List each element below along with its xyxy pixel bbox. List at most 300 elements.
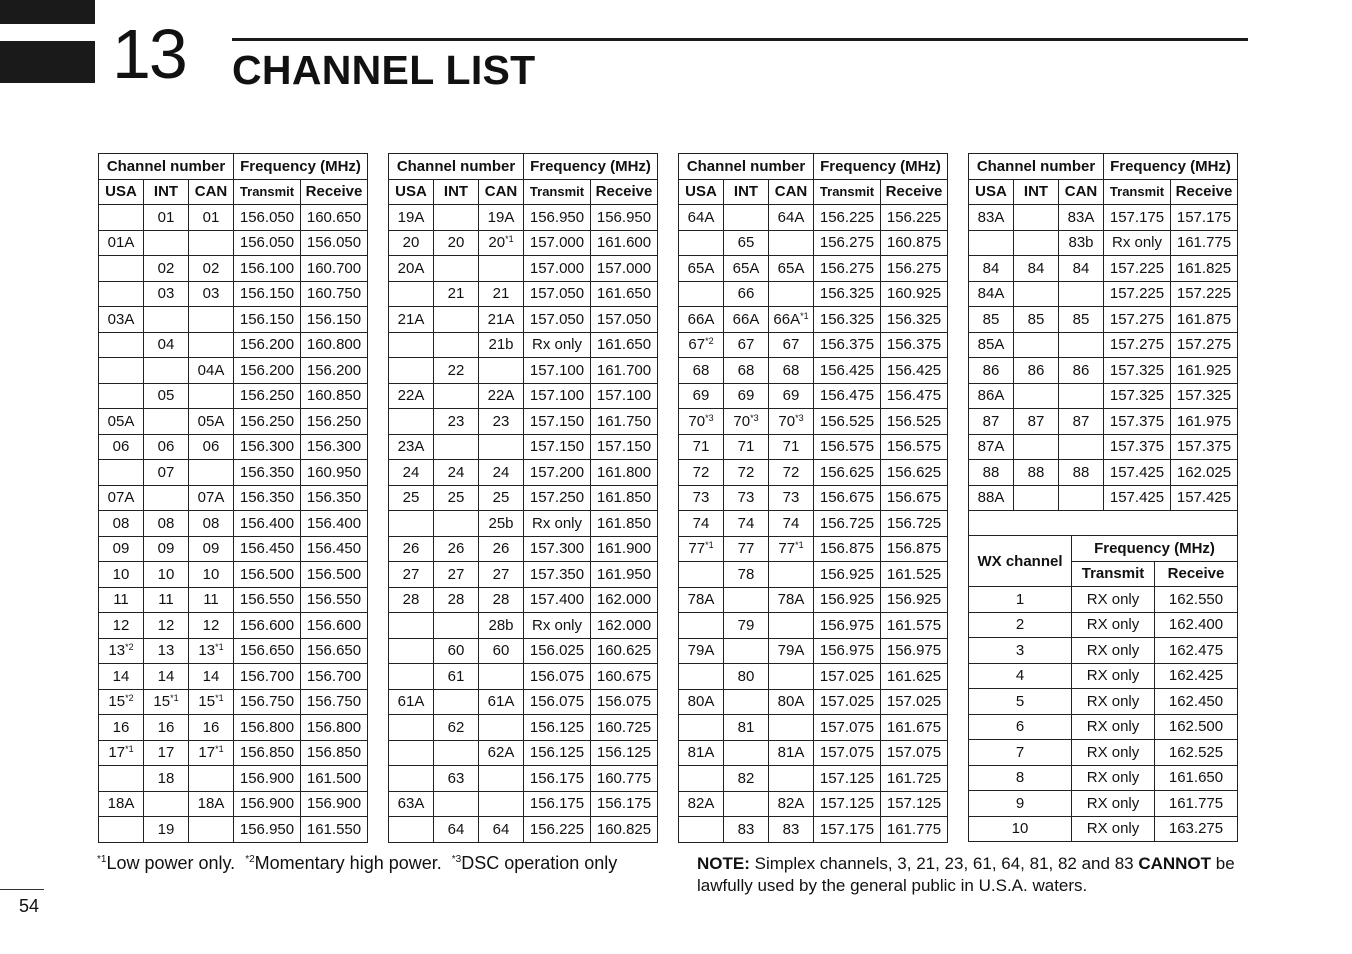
cell-value: 160.850 — [306, 387, 362, 405]
header-int: INT — [1014, 179, 1059, 205]
cell-value: 157.425 — [1109, 489, 1165, 507]
cell-can — [479, 536, 524, 562]
cell-value: 160.675 — [596, 667, 652, 685]
table-row — [389, 791, 658, 817]
header-usa: USA — [99, 179, 144, 205]
cell-value: 156.850 — [306, 744, 362, 762]
cell-value: 83A — [1067, 208, 1095, 226]
cell-usa — [389, 511, 434, 537]
cell-can — [189, 638, 234, 664]
table-row — [969, 689, 1238, 715]
cell-receive — [301, 332, 368, 358]
cell-transmit — [1104, 205, 1171, 231]
cell-value: 80 — [737, 667, 755, 685]
cell-value: 157.100 — [529, 387, 585, 405]
header-transmit: Transmit — [814, 179, 881, 205]
cell-int — [724, 332, 769, 358]
cell-receive — [881, 358, 948, 384]
cell-value: 14 — [157, 667, 175, 685]
cell-int — [1014, 485, 1059, 511]
cell-value: 82 — [737, 769, 755, 787]
cell-value: 156.250 — [239, 412, 295, 430]
cell-usa — [99, 281, 144, 307]
cell-usa — [679, 664, 724, 690]
table-row — [99, 511, 368, 537]
cell-transmit — [524, 434, 591, 460]
cell-value: 16 — [157, 718, 175, 736]
cell-transmit — [524, 587, 591, 613]
cell-value: 16 — [202, 718, 220, 736]
cell-transmit — [814, 689, 881, 715]
cell-receive — [301, 689, 368, 715]
footnote-ref: *1 — [215, 744, 224, 755]
table-row — [679, 791, 948, 817]
cell-usa — [679, 791, 724, 817]
table-row — [969, 230, 1238, 256]
footnote-marker-3: *3 — [451, 854, 462, 865]
cell-transmit — [814, 536, 881, 562]
cell-can — [189, 205, 234, 231]
cell-value: 27 — [447, 565, 465, 583]
table-row — [679, 460, 948, 486]
cell-value: 161.775 — [886, 820, 942, 838]
table-row — [389, 205, 658, 231]
note — [697, 853, 1257, 897]
cell-can — [769, 409, 814, 435]
cell-int — [144, 230, 189, 256]
cell-value: 07 — [157, 463, 175, 481]
cell-int — [724, 562, 769, 588]
cell-value: 68 — [692, 361, 710, 379]
cell-transmit — [234, 332, 301, 358]
cell-usa — [389, 230, 434, 256]
cell-usa — [969, 256, 1014, 282]
table-row — [99, 587, 368, 613]
cell-receive — [301, 281, 368, 307]
cell-value: 156.900 — [239, 769, 295, 787]
cell-value: 02 — [202, 259, 220, 277]
wx-cell-transmit: RX only — [1072, 765, 1155, 791]
table-row — [679, 766, 948, 792]
cell-value: 06 — [202, 438, 220, 456]
cell-value: 156.400 — [239, 514, 295, 532]
cell-value: 157.050 — [529, 285, 585, 303]
cell-usa — [389, 460, 434, 486]
cell-value: 60 — [447, 642, 465, 660]
cell-usa — [969, 434, 1014, 460]
cell-value: 63 — [447, 769, 465, 787]
cell-can — [189, 587, 234, 613]
cell-receive — [591, 434, 658, 460]
cell-transmit — [814, 613, 881, 639]
cell-transmit — [814, 409, 881, 435]
cell-can — [479, 358, 524, 384]
chapter-tab-marker — [0, 41, 95, 83]
cell-transmit — [524, 740, 591, 766]
cell-value: 156.275 — [886, 259, 942, 277]
wx-cell-receive: 161.650 — [1155, 765, 1238, 791]
cell-int — [434, 587, 479, 613]
cell-value: 156.050 — [239, 234, 295, 252]
cell-receive — [301, 715, 368, 741]
cell-value: 15 — [198, 693, 216, 711]
cell-receive — [591, 409, 658, 435]
cell-receive — [1171, 230, 1238, 256]
cell-transmit — [234, 740, 301, 766]
cell-value: 80A — [777, 693, 805, 711]
cell-receive — [301, 613, 368, 639]
cell-value: 71 — [692, 438, 710, 456]
cell-value: 156.550 — [306, 591, 362, 609]
cell-value: 82A — [687, 795, 715, 813]
cell-can — [189, 281, 234, 307]
cell-usa — [99, 740, 144, 766]
header-can: CAN — [1059, 179, 1104, 205]
wx-cell-transmit: RX only — [1072, 714, 1155, 740]
cell-value: 161.750 — [596, 412, 652, 430]
table-row — [969, 791, 1238, 817]
cell-receive — [881, 613, 948, 639]
cell-value: 161.600 — [596, 234, 652, 252]
cell-int — [434, 485, 479, 511]
cell-value: 156.675 — [886, 489, 942, 507]
cell-transmit — [234, 715, 301, 741]
cell-can — [479, 817, 524, 843]
cell-int — [724, 613, 769, 639]
cell-value: 156.225 — [529, 820, 585, 838]
cell-transmit — [1104, 409, 1171, 435]
table-row — [969, 663, 1238, 689]
cell-can — [189, 358, 234, 384]
cell-value: 86 — [1027, 361, 1045, 379]
cell-value: 78A — [777, 591, 805, 609]
cell-int — [434, 715, 479, 741]
cell-receive — [591, 307, 658, 333]
header-int: INT — [434, 179, 479, 205]
cell-can — [479, 562, 524, 588]
cell-value: 10 — [202, 565, 220, 583]
cell-value: 79 — [737, 616, 755, 634]
cell-value: 157.125 — [886, 795, 942, 813]
cell-value: 66A — [732, 310, 760, 328]
cell-value: Rx only — [1111, 234, 1163, 252]
cell-value: 17 — [198, 744, 216, 762]
cell-value: 161.700 — [596, 361, 652, 379]
cell-can — [479, 307, 524, 333]
cell-can — [479, 434, 524, 460]
cell-value: 156.350 — [306, 489, 362, 507]
cell-receive — [591, 791, 658, 817]
cell-value: 162.000 — [596, 616, 652, 634]
table-row — [969, 307, 1238, 333]
cell-value: 156.150 — [306, 310, 362, 328]
cell-usa — [389, 791, 434, 817]
cell-usa — [389, 256, 434, 282]
cell-value: 24 — [492, 463, 510, 481]
cell-transmit — [814, 230, 881, 256]
page-number-rule — [0, 889, 44, 890]
cell-transmit — [814, 766, 881, 792]
cell-value: 156.150 — [239, 285, 295, 303]
cell-can — [769, 613, 814, 639]
cell-receive — [1171, 281, 1238, 307]
wx-cell-channel: 4 — [969, 663, 1072, 689]
cell-usa — [389, 485, 434, 511]
cell-int — [144, 460, 189, 486]
wx-cell-transmit: RX only — [1072, 612, 1155, 638]
cell-value: 156.075 — [529, 667, 585, 685]
cell-receive — [591, 587, 658, 613]
cell-value: 69 — [692, 387, 710, 405]
table-row — [389, 460, 658, 486]
cell-value: 156.950 — [529, 208, 585, 226]
cell-value: 66A — [687, 310, 715, 328]
cell-transmit — [1104, 256, 1171, 282]
cell-value: 156.200 — [239, 336, 295, 354]
cell-value: 80A — [687, 693, 715, 711]
cell-value: 156.525 — [819, 412, 875, 430]
cell-int — [144, 256, 189, 282]
cell-value: 86A — [977, 387, 1005, 405]
cell-transmit — [524, 715, 591, 741]
cell-usa — [99, 587, 144, 613]
footnote-ref: *1 — [170, 693, 179, 704]
table-row — [389, 511, 658, 537]
cell-int — [724, 766, 769, 792]
cell-value: 162.000 — [596, 591, 652, 609]
cell-int — [724, 715, 769, 741]
cell-value: 83A — [977, 208, 1005, 226]
cell-int — [144, 511, 189, 537]
cell-can — [769, 562, 814, 588]
footnote-ref: *3 — [750, 412, 759, 423]
cell-value: 85 — [1072, 310, 1090, 328]
table-row — [389, 358, 658, 384]
cell-value: 74 — [692, 514, 710, 532]
cell-value: Rx only — [531, 616, 583, 634]
cell-value: 88A — [977, 489, 1005, 507]
table-row — [679, 562, 948, 588]
cell-can — [1059, 205, 1104, 231]
wx-cell-receive: 162.400 — [1155, 612, 1238, 638]
cell-int — [724, 638, 769, 664]
cell-receive — [881, 409, 948, 435]
cell-value: 13 — [108, 642, 126, 660]
cell-receive — [591, 205, 658, 231]
cell-usa — [679, 587, 724, 613]
cell-value: 78 — [737, 565, 755, 583]
cell-usa — [389, 817, 434, 843]
table-row — [389, 409, 658, 435]
cell-can — [769, 817, 814, 843]
cell-value: 18 — [157, 769, 175, 787]
cell-transmit — [1104, 358, 1171, 384]
table-row — [389, 715, 658, 741]
cell-value: 161.950 — [596, 565, 652, 583]
cell-usa — [389, 562, 434, 588]
cell-can — [1059, 281, 1104, 307]
cell-transmit — [524, 332, 591, 358]
table-row — [389, 562, 658, 588]
table-row — [969, 256, 1238, 282]
cell-receive — [1171, 434, 1238, 460]
cell-value: 72 — [737, 463, 755, 481]
cell-transmit — [814, 638, 881, 664]
cell-transmit — [234, 383, 301, 409]
wx-cell-channel: 3 — [969, 638, 1072, 664]
cell-value: 79A — [687, 642, 715, 660]
cell-value: 21b — [488, 336, 514, 354]
cell-value: 157.250 — [529, 489, 585, 507]
cell-value: 71 — [737, 438, 755, 456]
wx-cell-transmit: RX only — [1072, 740, 1155, 766]
cell-transmit — [234, 281, 301, 307]
cell-can — [769, 766, 814, 792]
cell-receive — [881, 638, 948, 664]
cell-usa — [679, 332, 724, 358]
cell-can — [189, 460, 234, 486]
table-row — [99, 383, 368, 409]
cell-can — [769, 307, 814, 333]
cell-value: 161.875 — [1176, 310, 1232, 328]
cell-receive — [881, 817, 948, 843]
cell-transmit — [814, 281, 881, 307]
cell-int — [144, 383, 189, 409]
cell-usa — [389, 587, 434, 613]
cell-can — [479, 460, 524, 486]
table-row — [679, 817, 948, 843]
cell-int — [434, 613, 479, 639]
cell-usa — [679, 383, 724, 409]
cell-receive — [1171, 332, 1238, 358]
cell-can — [189, 562, 234, 588]
cell-transmit — [234, 587, 301, 613]
cell-int — [724, 409, 769, 435]
wx-cell-receive: 163.275 — [1155, 816, 1238, 842]
cell-value: 157.300 — [529, 540, 585, 558]
cell-value: 156.325 — [819, 310, 875, 328]
footnote-ref: *1 — [215, 642, 224, 653]
cell-usa — [99, 791, 144, 817]
footnote-ref: *3 — [795, 412, 804, 423]
cell-value: 157.325 — [1109, 361, 1165, 379]
cell-value: 22A — [487, 387, 515, 405]
cell-value: 156.450 — [306, 540, 362, 558]
page-number: 54 — [19, 896, 40, 916]
cell-value: 81A — [777, 744, 805, 762]
cell-value: 157.400 — [529, 591, 585, 609]
cell-value: 22 — [447, 361, 465, 379]
cell-value: 86 — [1072, 361, 1090, 379]
cell-can — [189, 511, 234, 537]
wx-header-frequency: Frequency (MHz) — [1072, 536, 1238, 562]
cell-receive — [881, 791, 948, 817]
cell-receive — [881, 664, 948, 690]
cell-usa — [679, 256, 724, 282]
cell-value: 156.625 — [886, 463, 942, 481]
cell-value: 14 — [112, 667, 130, 685]
footnote-ref: *1 — [505, 234, 514, 245]
cell-usa — [389, 434, 434, 460]
footnote-marker-2: *2 — [245, 854, 255, 865]
cell-receive — [1171, 205, 1238, 231]
cell-usa — [99, 383, 144, 409]
title-rule — [232, 38, 1248, 41]
cell-value: 70 — [688, 412, 706, 430]
cell-value: 157.050 — [529, 310, 585, 328]
cell-receive — [591, 281, 658, 307]
cell-int — [144, 562, 189, 588]
cell-value: 83 — [782, 820, 800, 838]
cell-usa — [679, 434, 724, 460]
cell-can — [479, 256, 524, 282]
table-row — [969, 205, 1238, 231]
cell-usa — [679, 460, 724, 486]
cell-usa — [99, 562, 144, 588]
cell-can — [189, 536, 234, 562]
cell-value: 156.900 — [239, 795, 295, 813]
cell-usa — [99, 230, 144, 256]
cell-int — [144, 205, 189, 231]
table-row — [679, 613, 948, 639]
cell-usa — [679, 230, 724, 256]
cell-value: 74 — [782, 514, 800, 532]
cell-int — [144, 638, 189, 664]
cell-int — [724, 281, 769, 307]
cell-value: 65 — [737, 234, 755, 252]
table-row — [679, 740, 948, 766]
cell-value: 27 — [402, 565, 420, 583]
cell-value: 156.075 — [529, 693, 585, 711]
cell-value: 77 — [778, 540, 796, 558]
wx-cell-channel: 7 — [969, 740, 1072, 766]
cell-receive — [301, 256, 368, 282]
cell-value: 157.150 — [529, 412, 585, 430]
cell-value: 156.650 — [306, 642, 362, 660]
cell-value: 156.350 — [239, 489, 295, 507]
cell-int — [434, 358, 479, 384]
cell-receive — [1171, 460, 1238, 486]
cell-value: 156.175 — [596, 795, 652, 813]
cell-value: 60 — [492, 642, 510, 660]
cell-int — [724, 587, 769, 613]
cell-usa — [679, 205, 724, 231]
cell-value: 28 — [402, 591, 420, 609]
cell-usa — [969, 358, 1014, 384]
cell-value: 07A — [107, 489, 135, 507]
cell-receive — [881, 256, 948, 282]
cell-can — [479, 715, 524, 741]
cell-usa — [389, 740, 434, 766]
cell-transmit — [234, 460, 301, 486]
cell-int — [1014, 307, 1059, 333]
cell-int — [434, 638, 479, 664]
cell-transmit — [814, 817, 881, 843]
cell-value: 11 — [113, 591, 129, 609]
cell-int — [724, 460, 769, 486]
cell-transmit — [814, 664, 881, 690]
cell-can — [189, 791, 234, 817]
cell-value: 161.825 — [1176, 259, 1232, 277]
footnote-text-3: DSC operation only — [461, 853, 618, 873]
cell-receive — [1171, 485, 1238, 511]
cell-usa — [389, 664, 434, 690]
cell-receive — [301, 434, 368, 460]
cell-int — [434, 536, 479, 562]
wx-cell-channel: 5 — [969, 689, 1072, 715]
table-row — [969, 612, 1238, 638]
cell-usa — [99, 205, 144, 231]
